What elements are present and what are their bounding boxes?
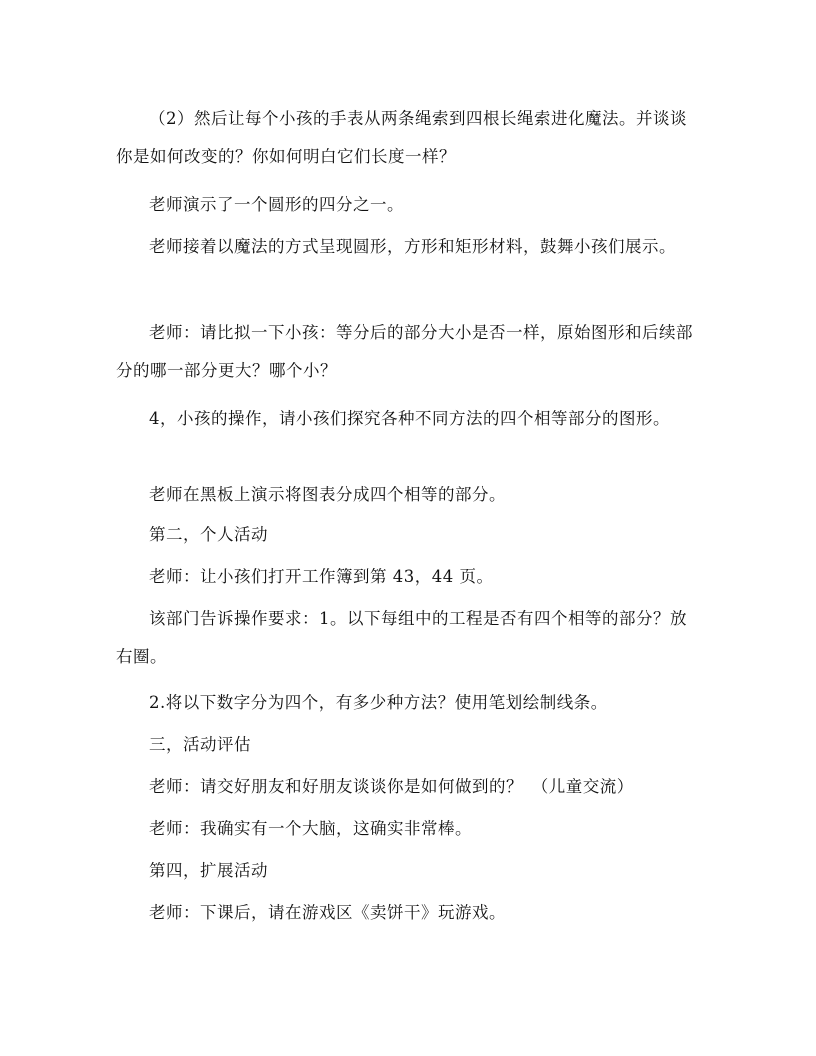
paragraph-praise: 老师：我确实有一个大脑，这确实非常棒。 xyxy=(149,819,472,838)
heading-extension-activity: 第四，扩展活动 xyxy=(149,861,268,880)
paragraph-divide-shapes: 2.将以下数字分为四个，有多少种方法？使用笔划绘制线条。 xyxy=(149,693,608,712)
paragraph-magic-rope: （2）然后让每个小孩的手表从两条绳索到四根长绳索进化魔法。并谈谈你是如何改变的？你如何明白它们长度一样？ xyxy=(116,109,687,166)
paragraph-teacher-demo-quarter: 老师演示了一个圆形的四分之一。 xyxy=(149,195,404,214)
paragraph-shape-materials: 老师接着以魔法的方式呈现圆形，方形和矩形材料，鼓舞小孩们展示。 xyxy=(149,237,676,256)
paragraph-child-operation: 4，小孩的操作，请小孩们探究各种不同方法的四个相等部分的图形。 xyxy=(149,409,670,428)
paragraph-compare-parts: 老师：请比拟一下小孩：等分后的部分大小是否一样，原始图形和后续部分的哪一部分更大？哪个小？ xyxy=(116,323,693,380)
paragraph-workbook-pages: 老师：让小孩们打开工作簿到第 43，44 页。 xyxy=(149,567,494,586)
paragraph-game-area: 老师：下课后，请在游戏区《卖饼干》玩游戏。 xyxy=(149,903,506,922)
heading-individual-activity: 第二，个人活动 xyxy=(149,525,268,544)
paragraph-blackboard-demo: 老师在黑板上演示将图表分成四个相等的部分。 xyxy=(149,485,506,504)
paragraph-operation-requirements: 该部门告诉操作要求：1。以下每组中的工程是否有四个相等的部分？放右圈。 xyxy=(116,609,687,666)
paragraph-children-exchange: 老师：请交好朋友和好朋友谈谈你是如何做到的？ （儿童交流） xyxy=(149,777,634,796)
heading-activity-evaluation: 三，活动评估 xyxy=(149,735,251,754)
